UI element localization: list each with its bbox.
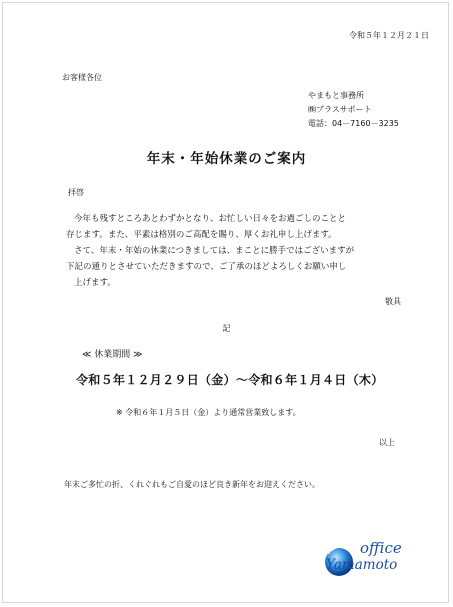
sender-office: やまもと事務所 (308, 91, 364, 100)
addressee: お客様各位 (62, 73, 102, 82)
sender-company: ㈱プラスサポート (308, 105, 372, 114)
reopen-note: ※ 令和６年１月５日（金）より通常営業致します。 (116, 408, 301, 417)
document-title: 年末・年始休業のご案内 (146, 151, 307, 167)
ijo: 以上 (379, 438, 395, 447)
closing: 敬具 (385, 297, 401, 306)
body-line: 今年も残すところあとわずかとなり、お忙しい日々をお過ごしのことと (74, 214, 347, 224)
logo-line1: office (360, 539, 402, 557)
greeting: 拝啓 (68, 188, 84, 197)
body-line: さて、年末・年始の休業につきましては、まことに勝手ではございますが (74, 246, 355, 256)
body-line: 上げます。 (74, 278, 116, 288)
body-line: 存じます。また、平素は格別のご高配を賜り、厚くお礼申し上げます。 (66, 230, 337, 240)
body-text (66, 211, 416, 291)
document-date: 令和５年１２月２１日 (349, 31, 429, 40)
body-line: 下記の通りとさせていただきますので、ご了承のほどよろしくお願い申し (66, 262, 347, 272)
closure-period-label: ≪ 休業期間 ≫ (82, 350, 143, 360)
sender-block (308, 90, 399, 132)
sender-phone: 電話：04－7160－3235 (308, 119, 399, 128)
closure-period: 令和５年１２月２９日（金）～令和６年１月４日（木） (76, 373, 384, 387)
closing-message: 年末ご多忙の折、くれぐれもご自愛のほど良き新年をお迎えください。 (64, 480, 320, 489)
ki-heading: 記 (222, 324, 231, 333)
office-yamamoto-logo (322, 532, 438, 582)
logo-line2: Yamamoto (326, 557, 398, 573)
